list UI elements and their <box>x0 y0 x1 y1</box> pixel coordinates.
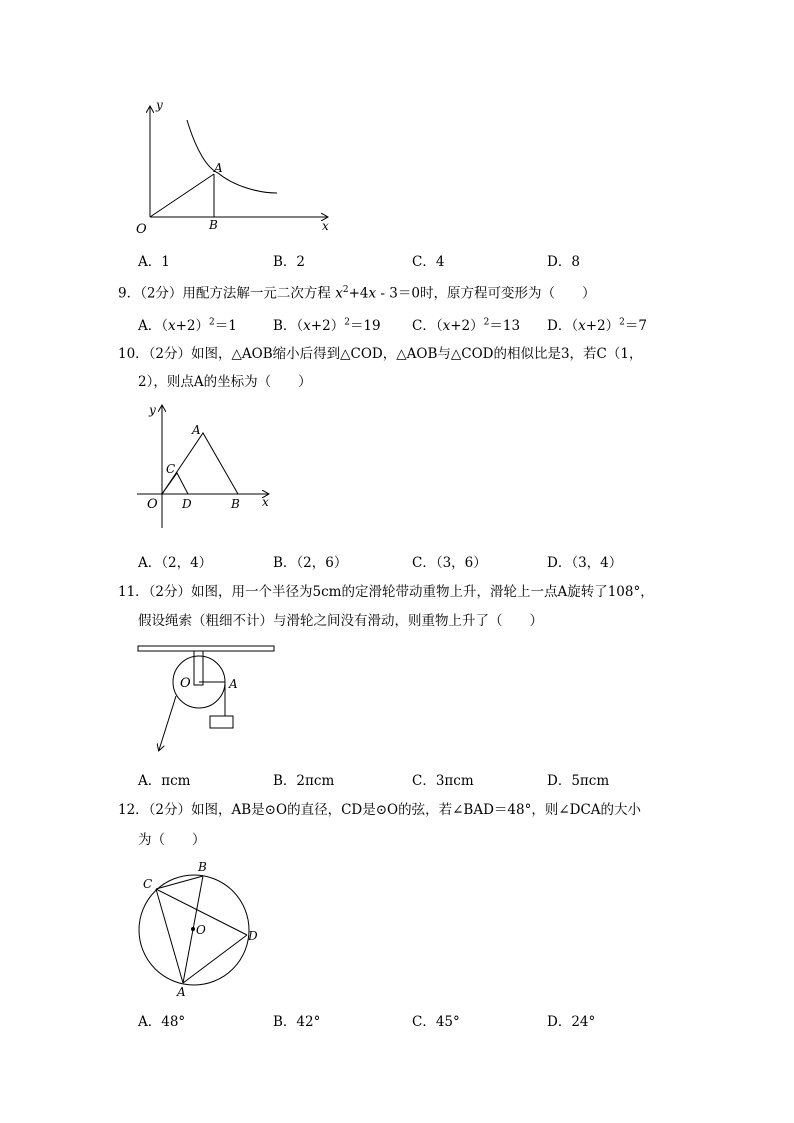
label-O: O <box>147 497 158 512</box>
label-A: A <box>214 161 223 175</box>
hyperbola-curve <box>187 120 277 193</box>
q12-option-c[interactable]: C．45° <box>412 1014 460 1030</box>
label-B: B <box>198 860 207 874</box>
segment-AD <box>183 935 247 983</box>
q8-option-d[interactable]: D．8 <box>547 254 580 270</box>
q8-option-b[interactable]: B．2 <box>273 254 306 270</box>
rope-left <box>159 696 176 750</box>
q10-option-b[interactable]: B．（2，6） <box>273 555 348 571</box>
segment-AC <box>156 889 183 983</box>
label-O: O <box>196 923 206 937</box>
label-A: A <box>192 423 201 437</box>
label-O: O <box>180 676 191 691</box>
label-y: y <box>149 403 156 417</box>
label-x: x <box>262 495 269 509</box>
label-C: C <box>166 462 176 476</box>
q12-option-b[interactable]: B．42° <box>273 1014 321 1030</box>
label-A: A <box>177 985 186 999</box>
q11-option-b[interactable]: B．2πcm <box>273 773 335 789</box>
q12-figure <box>132 855 272 1000</box>
label-D: D <box>248 929 258 943</box>
q11-option-d[interactable]: D．5πcm <box>547 773 610 789</box>
label-B: B <box>231 497 240 511</box>
q11-stem-line1: 11．（2分）如图，用一个半径为5cm的定滑轮带动重物上升，滑轮上一点A旋转了108°， <box>118 584 654 600</box>
q12-option-a[interactable]: A．48° <box>138 1014 186 1030</box>
q9-option-d[interactable]: D．$(x+2)^2=7$ <box>547 317 647 334</box>
weight <box>210 716 233 728</box>
q8-option-a[interactable]: A．1 <box>138 254 170 270</box>
q8-option-c[interactable]: C．4 <box>412 254 445 270</box>
label-x: x <box>322 219 329 233</box>
q10-option-a[interactable]: A．（2，4） <box>138 555 213 571</box>
q9-option-b[interactable]: B．$(x+2)^2=19$ <box>273 317 381 334</box>
ceiling <box>138 646 274 651</box>
segment-OA <box>150 174 214 217</box>
triangle-COD <box>162 473 188 494</box>
q12-stem-line2: 为（ ） <box>138 832 206 848</box>
q10-option-c[interactable]: C．（3，6） <box>412 555 487 571</box>
label-B: B <box>209 218 218 232</box>
q11-option-a[interactable]: A．πcm <box>138 773 191 789</box>
q9-stem: 9．（2分）用配方法解一元二次方程 $x^2+4x - 3=0$时，原方程可变形为（ ） <box>118 285 596 302</box>
q12-option-d[interactable]: D．24° <box>547 1014 596 1030</box>
q10-stem-line2: 2），则点A的坐标为（ ） <box>138 374 312 390</box>
q9-option-a[interactable]: A．$(x+2)^2=1$ <box>138 317 237 334</box>
q10-stem-line1: 10．（2分）如图，△AOB缩小后得到△COD，△AOB与△COD的相似比是3，若C（1， <box>118 346 643 362</box>
label-O: O <box>136 222 147 237</box>
q10-figure <box>135 400 280 530</box>
q11-option-c[interactable]: C．3πcm <box>412 773 474 789</box>
q8-figure <box>130 95 340 240</box>
q11-stem-line2: 假设绳索（粗细不计）与滑轮之间没有滑动，则重物上升了（ ） <box>138 613 543 629</box>
q9-option-c[interactable]: C．$(x+2)^2=13$ <box>412 317 521 334</box>
q11-figure <box>135 640 280 755</box>
label-D: D <box>182 497 192 511</box>
label-C: C <box>143 877 153 891</box>
label-y: y <box>156 98 163 112</box>
label-A: A <box>229 677 238 691</box>
center-point <box>191 927 195 931</box>
segment-CB <box>156 876 203 889</box>
q12-stem-line1: 12．（2分）如图，AB是⊙O的直径，CD是⊙O的弦，若∠BAD＝48°，则∠DCA的大小 <box>118 802 642 818</box>
q10-option-d[interactable]: D．（3，4） <box>547 555 623 571</box>
